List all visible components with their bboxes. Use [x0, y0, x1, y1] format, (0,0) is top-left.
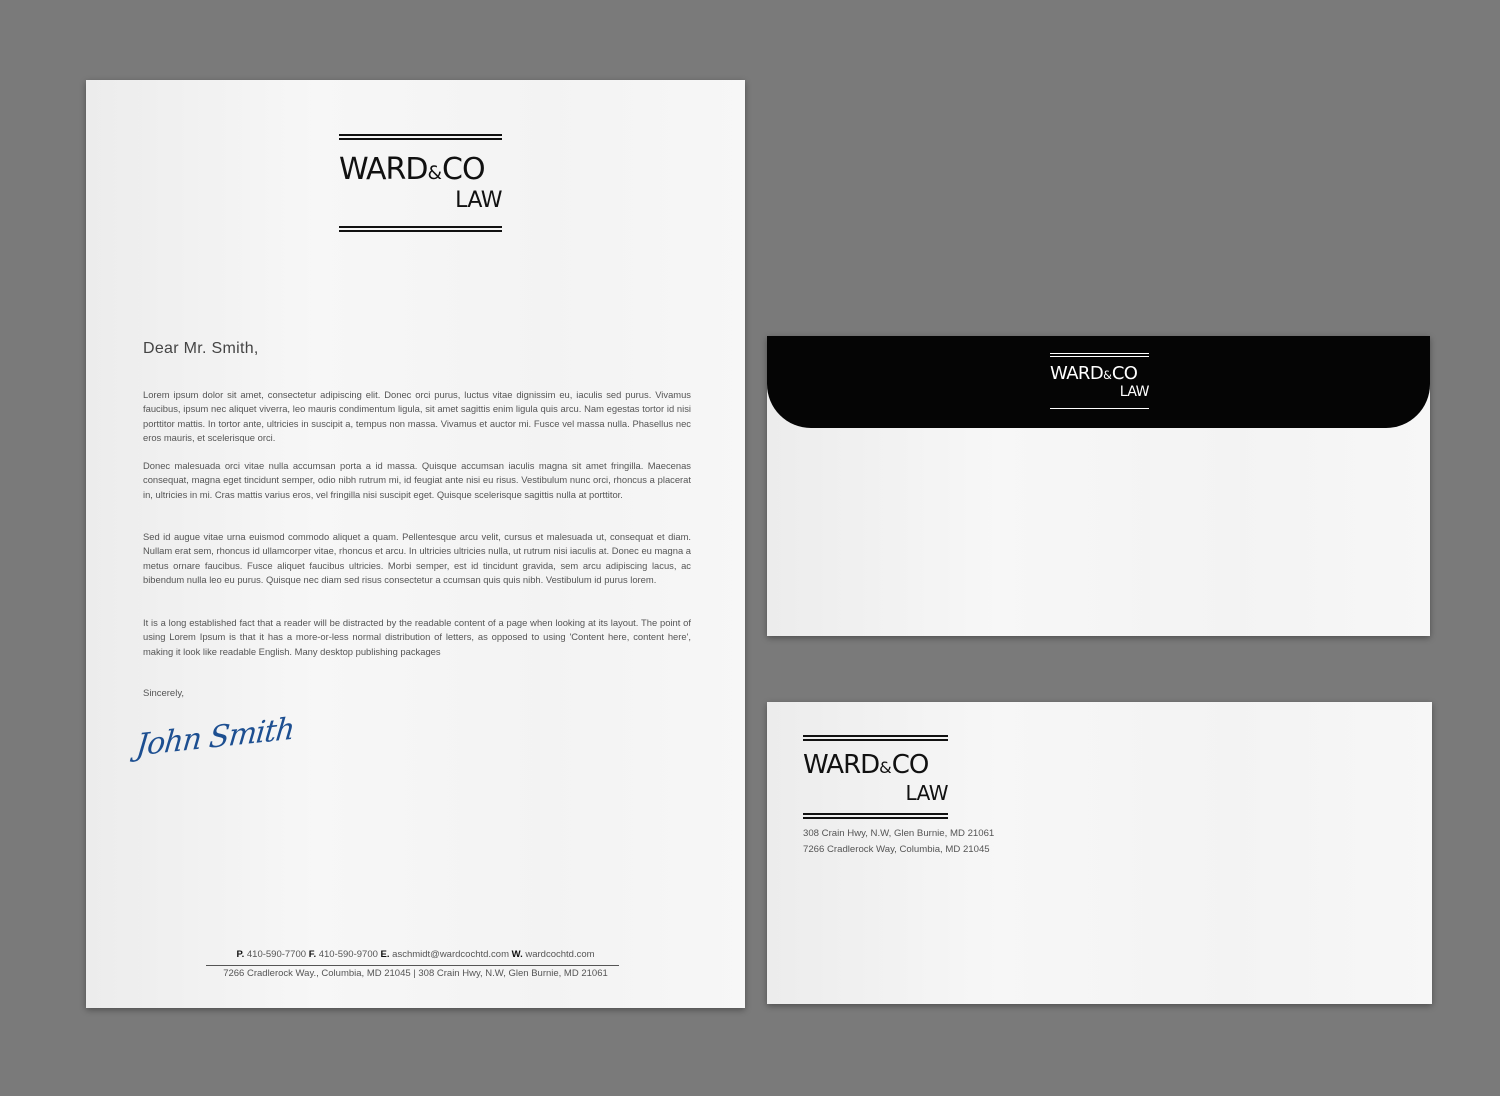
logo-wordmark	[339, 152, 502, 187]
envelope-logo-word-ward: WARD	[803, 750, 880, 780]
letterhead-logo	[339, 134, 502, 232]
flap-logo-ampersand: &	[1103, 369, 1112, 382]
flap-logo-word-co: CO	[1111, 363, 1138, 384]
letter-paragraph-2: Donec malesuada orci vitae nulla accumsan porta a id massa. Quisque accumsan iaculis magna sit amet fringilla. Maecenas consequat, magna eget tincidunt semper, odio nibh rutrum mi, id feugiat ante nisi eu risus. Vestibulum nunc orci, rhoncus a placerat in, ultricies in mi. Cras mattis varius eros, vel fringilla nisi suscipit eget. Quisque scelerisque sagittis nulla at porttitor.	[143, 460, 691, 500]
signature: John Smith	[134, 711, 296, 764]
letter-paragraph-3: Sed id augue vitae urna euismod commodo aliquet a quam. Pellentesque arcu velit, cursus et malesuada ut, consequat et diam. Nullam erat sem, rhoncus id ullamcorper vitae, rhoncus et arcu. In ultricies ultricies nulla, ut rutrum nisi iaculis at. Donec eu magna a metus ornare faucibus. Fusce aliquet faucibus ultricies. Morbi semper, est id tincidunt gravida, sem arcu adipiscing lacus, ac bibendum nulla leo eu purus. Quisque nec diam sed risus consectetur a ccumsan quis quis nibh. Vestibulum id purus lorem.	[143, 531, 691, 585]
letter-paragraph-4: It is a long established fact that a reader will be distracted by the readable content of a page when looking at its layout. The point of using Lorem Ipsum is that it has a more-or-less normal distribution of letters, as opposed to using 'Content here, content here', making it look like readable English. Many desktop publishing packages	[143, 617, 691, 657]
phone-label: P.	[236, 949, 245, 960]
envelope-flap	[767, 336, 1430, 428]
letter-footer-contact	[86, 949, 745, 960]
envelope-logo-ampersand: &	[879, 758, 892, 777]
envelope-logo-wordmark	[803, 750, 948, 780]
logo-ampersand: &	[427, 163, 442, 184]
envelope-back	[767, 336, 1430, 636]
logo-word-co: CO	[442, 152, 485, 187]
return-address-line-1: 308 Crain Hwy, N.W, Glen Burnie, MD 21061	[803, 828, 995, 839]
letter-greeting: Dear Mr. Smith,	[143, 340, 259, 357]
envelope-logo-word-co: CO	[891, 750, 929, 780]
return-address-line-2: 7266 Cradlerock Way, Columbia, MD 21045	[803, 844, 990, 855]
flap-logo-wordmark	[1050, 363, 1149, 384]
logo-word-law: LAW	[455, 188, 502, 213]
flap-logo-word-ward: WARD	[1050, 363, 1104, 384]
logo-word-ward: WARD	[339, 152, 428, 187]
envelope-logo-word-law: LAW	[905, 781, 948, 805]
flap-logo	[1050, 353, 1149, 409]
letterhead-sheet	[86, 80, 745, 1008]
envelope-logo	[803, 735, 948, 819]
letter-footer-address: 7266 Cradlerock Way., Columbia, MD 21045 | 308 Crain Hwy, N.W, Glen Burnie, MD 21061	[223, 968, 608, 979]
fax-number: 410-590-9700	[318, 949, 378, 960]
email-address: aschmidt@wardcochtd.com	[392, 949, 509, 960]
flap-logo-word-law: LAW	[1119, 384, 1149, 400]
letter-closing: Sincerely,	[143, 688, 185, 699]
email-label: E.	[380, 949, 390, 960]
envelope-front	[767, 702, 1432, 1004]
letter-paragraph-1: Lorem ipsum dolor sit amet, consectetur adipiscing elit. Donec orci purus, luctus vitae dignissim eu, iaculis sed purus. Vivamus faucibus, ipsum nec aliquet viverra, leo mauris condimentum ligula, sit amet sagittis enim ligula quis arcu. Nam egestas tortor id nisi porttitor mattis. In tortor ante, ultricies in suscipit a, tempus non massa. Vivamus et auctor mi. Fusce vel massa nulla. Phasellus nec eros mauris, et scelerisque orci.	[143, 389, 691, 443]
web-address: wardcochtd.com	[525, 949, 595, 960]
fax-label: F.	[308, 949, 317, 960]
footer-divider	[206, 965, 619, 966]
web-label: W.	[511, 949, 523, 960]
phone-number: 410-590-7700	[246, 949, 307, 960]
